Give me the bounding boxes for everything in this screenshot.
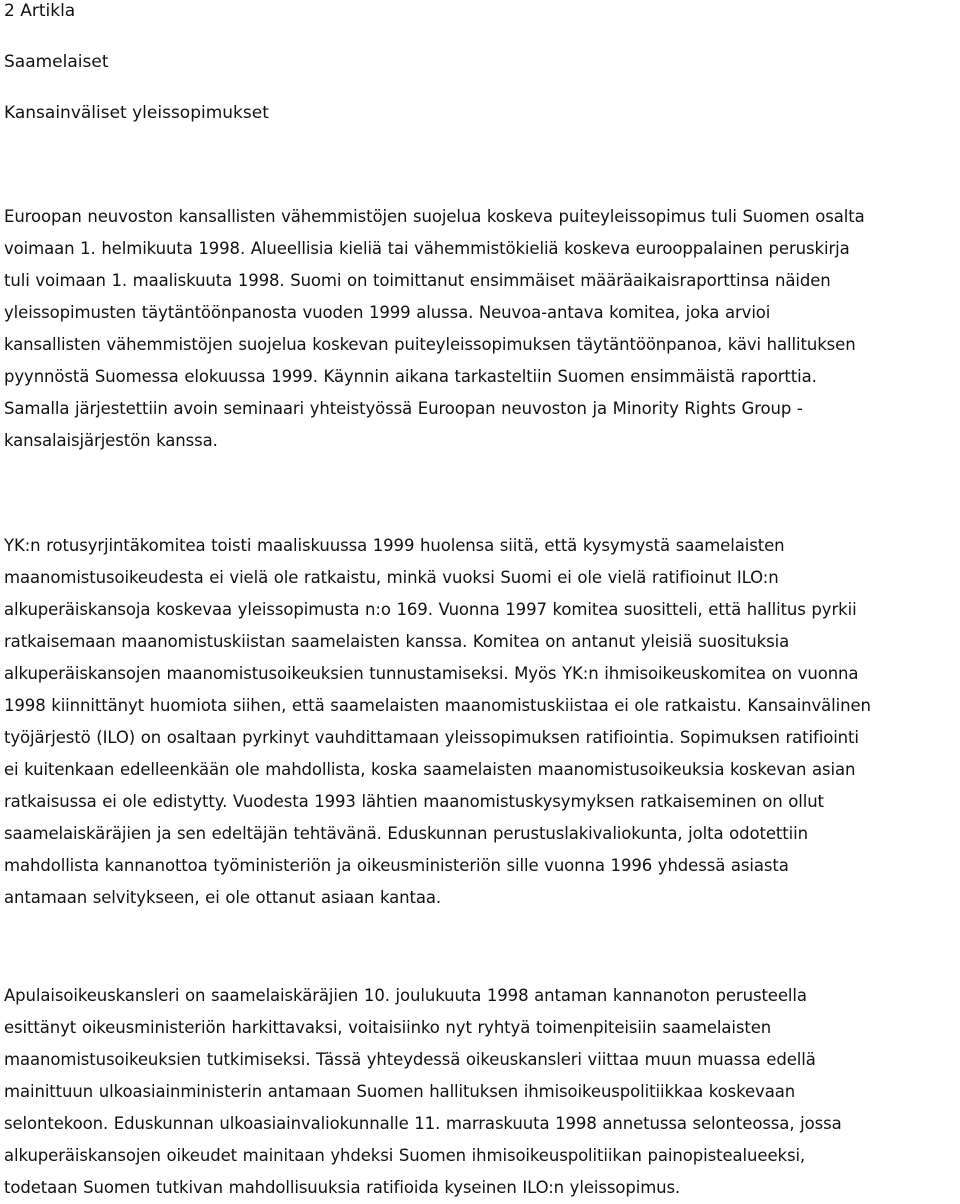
text-line: alkuperäiskansojen maanomistusoikeuksien tunnustamiseksi. Myös YK:n ihmisoikeuskomitea on vuonna	[4, 664, 859, 683]
text-line: esittänyt oikeusministeriön harkittavaksi, voitaisiinko nyt ryhtyä toimenpiteisiin saamelaisten	[4, 1018, 772, 1037]
text-line: saamelaiskäräjien ja sen edeltäjän tehtävänä. Eduskunnan perustuslakivaliokunta, jolta odotettiin	[4, 824, 808, 843]
article-heading: 2 Artikla	[4, 1, 76, 21]
text-line: maanomistusoikeuksien tutkimiseksi. Tässä yhteydessä oikeuskansleri viittaa muun muassa edellä	[4, 1050, 816, 1069]
paragraph-framework-convention	[4, 201, 958, 457]
text-line: antamaan selvitykseen, ei ole ottanut asiaan kantaa.	[4, 888, 442, 907]
text-line: ei kuitenkaan edelleenkään ole mahdollista, koska saamelaisten maanomistusoikeuksia koskevan asian	[4, 760, 856, 779]
text-line: 1998 kiinnittänyt huomiota siihen, että saamelaisten maanomistuskiistaa ei ole ratkaistu. Kansainvälinen	[4, 696, 871, 715]
paragraph-un-committee	[4, 530, 958, 914]
text-line: ratkaisussa ei ole edistytty. Vuodesta 1993 lähtien maanomistuskysymyksen ratkaiseminen on ollut	[4, 792, 824, 811]
text-line: pyynnöstä Suomessa elokuussa 1999. Käynnin aikana tarkasteltiin Suomen ensimmäistä raporttia.	[4, 367, 817, 386]
text-line: Samalla järjestettiin avoin seminaari yhteistyössä Euroopan neuvoston ja Minority Rights Group -	[4, 399, 803, 418]
section-heading: Saamelaiset	[4, 52, 109, 72]
text-line: kansalaisjärjestön kanssa.	[4, 431, 218, 450]
text-line: mainittuun ulkoasiainministerin antamaan Suomen hallituksen ihmisoikeuspolitiikkaa koskevaan	[4, 1082, 796, 1101]
subsection-heading: Kansainväliset yleissopimukset	[4, 103, 269, 123]
text-line: alkuperäiskansoja koskevaa yleissopimusta n:o 169. Vuonna 1997 komitea suositteli, että hallitus pyrkii	[4, 600, 857, 619]
text-line: ratkaisemaan maanomistuskiistan saamelaisten kanssa. Komitea on antanut yleisiä suosituksia	[4, 632, 790, 651]
text-line: yleissopimusten täytäntöönpanosta vuoden 1999 alussa. Neuvoa-antava komitea, joka arvioi	[4, 303, 771, 322]
text-line: maanomistusoikeudesta ei vielä ole ratkaistu, minkä vuoksi Suomi ei ole vielä ratifioinut ILO:n	[4, 568, 779, 587]
text-line: tuli voimaan 1. maaliskuuta 1998. Suomi on toimittanut ensimmäiset määräaikaisraporttinsa näiden	[4, 271, 831, 290]
text-line: Euroopan neuvoston kansallisten vähemmistöjen suojelua koskeva puiteyleissopimus tuli Suomen osalta	[4, 207, 865, 226]
text-line: työjärjestö (ILO) on osaltaan pyrkinyt vauhdittamaan yleissopimuksen ratifiointia. Sopimuksen ratifiointi	[4, 728, 859, 747]
text-line: Apulaisoikeuskansleri on saamelaiskäräjien 10. joulukuuta 1998 antaman kannanoton perusteella	[4, 986, 807, 1005]
paragraph-chancellor-of-justice	[4, 980, 958, 1204]
text-line: selontekoon. Eduskunnan ulkoasiainvaliokunnalle 11. marraskuuta 1998 annetussa selonteossa, jossa	[4, 1114, 842, 1133]
text-line: mahdollista kannanottoa työministeriön ja oikeusministeriön sille vuonna 1996 yhdessä asiasta	[4, 856, 789, 875]
text-line: kansallisten vähemmistöjen suojelua koskevan puiteyleissopimuksen täytäntöönpanoa, kävi hallituksen	[4, 335, 856, 354]
text-line: todetaan Suomen tutkivan mahdollisuuksia ratifioida kyseinen ILO:n yleissopimus.	[4, 1178, 681, 1197]
text-line: alkuperäiskansojen oikeudet mainitaan yhdeksi Suomen ihmisoikeuspolitiikan painopistealueeksi,	[4, 1146, 806, 1165]
text-line: voimaan 1. helmikuuta 1998. Alueellisia kieliä tai vähemmistökieliä koskeva eurooppalainen peruskirja	[4, 239, 850, 258]
text-line: YK:n rotusyrjintäkomitea toisti maaliskuussa 1999 huolensa siitä, että kysymystä saamelaisten	[4, 536, 785, 555]
